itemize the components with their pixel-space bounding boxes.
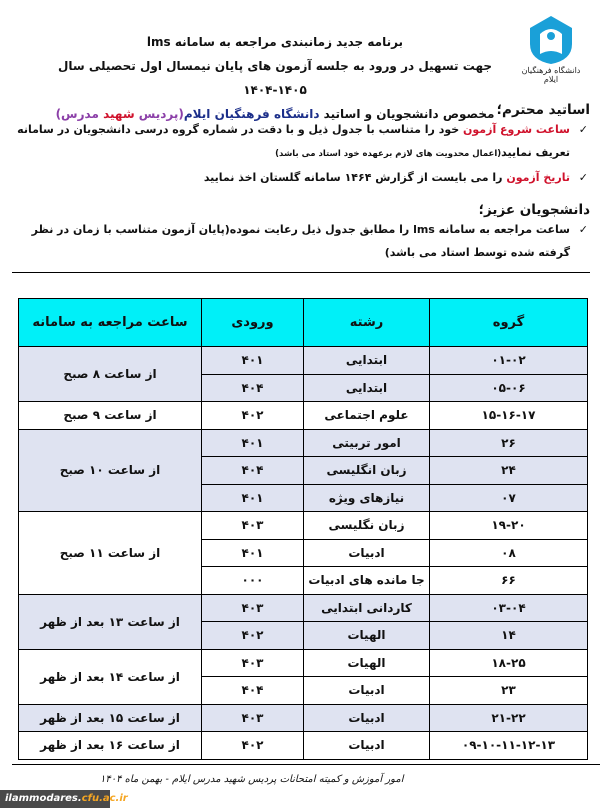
- students-section: [10, 202, 590, 264]
- cell-major: جا مانده های ادبیات: [304, 567, 430, 595]
- cell-entry: ۴۰۳: [202, 594, 304, 622]
- cell-entry: ۴۰۴: [202, 677, 304, 705]
- cell-time: از ساعت ۱۵ بعد از ظهر: [19, 704, 202, 732]
- cell-major: الهیات: [304, 622, 430, 650]
- cell-group: ۰۷: [430, 484, 588, 512]
- cell-major: امور تربیتی: [304, 429, 430, 457]
- bullet: ✓ ساعت شروع آزمون خود را متناسب با جدول ذیل و با دقت در شماره گروه درسی دانشجویان در سامانه تعریف نمایید(اعمال محدویت های لازم برعهده خود استاد می باشد): [10, 118, 590, 166]
- cell-entry: ۴۰۲: [202, 402, 304, 430]
- cell-time: از ساعت ۸ صبح: [19, 347, 202, 402]
- watermark: ilammodares.cfu.ac.ir: [0, 790, 110, 808]
- table-row: [19, 402, 588, 430]
- cell-group: ۱۵-۱۶-۱۷: [430, 402, 588, 430]
- cell-major: الهیات: [304, 649, 430, 677]
- cell-group: ۱۴: [430, 622, 588, 650]
- divider: [12, 764, 600, 765]
- cell-major: کاردانی ابتدایی: [304, 594, 430, 622]
- cell-group: ۲۴: [430, 457, 588, 485]
- cell-major: ادبیات: [304, 704, 430, 732]
- cell-major: زبان نگلیسی: [304, 512, 430, 540]
- cell-entry: ۴۰۱: [202, 484, 304, 512]
- cell-entry: ۴۰۳: [202, 704, 304, 732]
- check-icon: ✓: [578, 223, 588, 236]
- cell-major: ادبیات: [304, 539, 430, 567]
- cell-entry: ۴۰۳: [202, 649, 304, 677]
- divider: [12, 272, 590, 273]
- students-heading: دانشجویان عزیز؛: [478, 202, 590, 218]
- cell-time: از ساعت ۹ صبح: [19, 402, 202, 430]
- cell-group: ۰۵-۰۶: [430, 374, 588, 402]
- cell-group: ۱۹-۲۰: [430, 512, 588, 540]
- cell-entry: ۴۰۳: [202, 512, 304, 540]
- table-row: [19, 732, 588, 760]
- cell-entry: ۴۰۱: [202, 347, 304, 375]
- cell-entry: ۰۰۰: [202, 567, 304, 595]
- cell-entry: ۴۰۴: [202, 374, 304, 402]
- professors-section: [10, 102, 590, 189]
- check-icon: ✓: [578, 171, 588, 184]
- cell-major: نیازهای ویژه: [304, 484, 430, 512]
- cell-entry: ۴۰۱: [202, 539, 304, 567]
- professors-heading: اساتید محترم؛: [496, 102, 590, 118]
- cell-entry: ۴۰۴: [202, 457, 304, 485]
- cell-major: زبان انگلیسی: [304, 457, 430, 485]
- university-logo: دانشگاه فرهنگیان ایلام: [516, 14, 586, 90]
- title-line-1: برنامه جدید زمانبندی مراجعه به سامانه lms: [146, 35, 404, 49]
- bullet: ✓ تاریخ آزمون را می بایست از گزارش ۱۴۶۴ سامانه گلستان اخذ نمایید: [10, 166, 590, 189]
- header-group: گروه: [430, 299, 588, 347]
- header-entry: ورودی: [202, 299, 304, 347]
- table-row: [19, 594, 588, 622]
- cell-group: ۲۶: [430, 429, 588, 457]
- signature: امور آموزش و کمیته امتحانات پردیس شهید مدرس ایلام - بهمن ماه ۱۴۰۴: [100, 774, 404, 785]
- schedule-table: [18, 298, 588, 760]
- title-line-3: مخصوص دانشجویان و اساتید دانشگاه فرهنگیان ایلام(پردیس شهید مدرس): [55, 107, 495, 121]
- table-row: [19, 429, 588, 457]
- cell-group: ۲۳: [430, 677, 588, 705]
- table-row: [19, 347, 588, 375]
- cell-major: ادبیات: [304, 732, 430, 760]
- cell-group: ۱۸-۲۵: [430, 649, 588, 677]
- cell-group: ۰۱-۰۲: [430, 347, 588, 375]
- table-row: [19, 649, 588, 677]
- bullet: ✓ ساعت مراجعه به سامانه lms را مطابق جدول ذیل رعایت نموده(پایان آزمون متناسب با زمان در نظر گرفته شده توسط استاد می باشد): [10, 218, 590, 264]
- cell-major: ادبیات: [304, 677, 430, 705]
- cell-time: از ساعت ۱۰ صبح: [19, 429, 202, 512]
- cell-group: ۰۹-۱۰-۱۱-۱۲-۱۳: [430, 732, 588, 760]
- cell-time: از ساعت ۱۴ بعد از ظهر: [19, 649, 202, 704]
- cell-group: ۲۱-۲۲: [430, 704, 588, 732]
- title-line-2: جهت تسهیل در ورود به جلسه آزمون های پایان نیمسال اول تحصیلی سال ۱۴۰۵-۱۴۰۴: [57, 59, 493, 97]
- cell-time: از ساعت ۱۱ صبح: [19, 512, 202, 595]
- cell-major: ابتدایی: [304, 347, 430, 375]
- cell-major: علوم اجتماعی: [304, 402, 430, 430]
- header-time: ساعت مراجعه به سامانه: [19, 299, 202, 347]
- cell-entry: ۴۰۱: [202, 429, 304, 457]
- university-logo-icon: [526, 14, 576, 66]
- cell-group: ۶۶: [430, 567, 588, 595]
- cell-time: از ساعت ۱۳ بعد از ظهر: [19, 594, 202, 649]
- cell-major: ابتدایی: [304, 374, 430, 402]
- cell-group: ۰۳-۰۴: [430, 594, 588, 622]
- cell-entry: ۴۰۲: [202, 732, 304, 760]
- check-icon: ✓: [578, 123, 588, 136]
- cell-time: از ساعت ۱۶ بعد از ظهر: [19, 732, 202, 760]
- cell-entry: ۴۰۲: [202, 622, 304, 650]
- table-row: [19, 704, 588, 732]
- cell-group: ۰۸: [430, 539, 588, 567]
- header-major: رشته: [304, 299, 430, 347]
- table-row: [19, 512, 588, 540]
